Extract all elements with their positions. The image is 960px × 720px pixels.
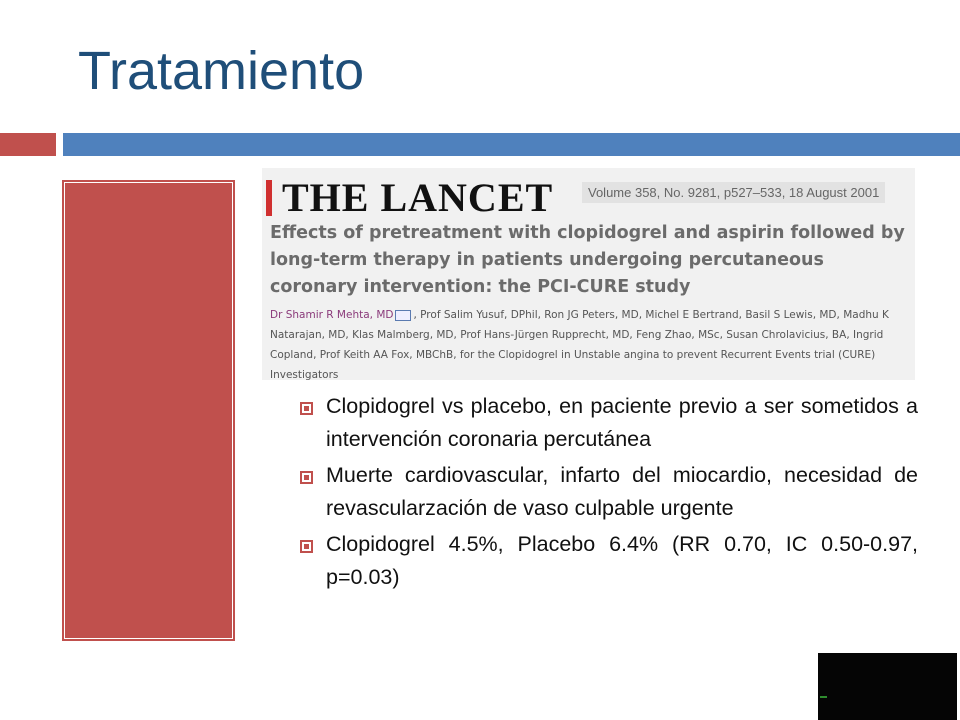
square-bullet-icon bbox=[300, 402, 313, 415]
lancet-logo: THE LANCET bbox=[282, 175, 554, 220]
article-authors bbox=[270, 305, 915, 385]
title-accent-bar-red bbox=[0, 133, 56, 156]
lancet-masthead bbox=[266, 174, 553, 221]
mail-icon bbox=[395, 310, 411, 321]
bullet-text: Clopidogrel vs placebo, en paciente previo a ser sometidos a intervención coronaria percutánea bbox=[326, 394, 918, 451]
slide-title: Tratamiento bbox=[78, 41, 365, 101]
article-title: Effects of pretreatment with clopidogrel and aspirin followed by long-term therapy in patients undergoing percutaneous coronary intervention: the PCI-CURE study bbox=[270, 223, 905, 297]
bullet-list bbox=[298, 390, 918, 597]
square-bullet-icon bbox=[300, 471, 313, 484]
list-item bbox=[298, 528, 918, 594]
list-item bbox=[298, 390, 918, 456]
lancet-article-image bbox=[262, 168, 915, 380]
list-item bbox=[298, 459, 918, 525]
lead-author: Dr Shamir R Mehta, MD bbox=[270, 309, 394, 321]
decorative-side-panel bbox=[62, 180, 235, 641]
bullet-text: Muerte cardiovascular, infarto del miocardio, necesidad de revascularzación de vaso culpable urgente bbox=[326, 463, 918, 520]
title-accent-bar-blue bbox=[63, 133, 960, 156]
square-bullet-icon bbox=[300, 540, 313, 553]
video-overlay-box bbox=[818, 653, 957, 720]
bullet-text: Clopidogrel 4.5%, Placebo 6.4% (RR 0.70, IC 0.50-0.97, p=0.03) bbox=[326, 532, 918, 589]
lancet-red-mark bbox=[266, 180, 272, 216]
other-authors: , Prof Salim Yusuf, DPhil, Ron JG Peters, MD, Michel E Bertrand, Basil S Lewis, MD, Madhu K Natarajan, MD, Klas Malmberg, MD, Prof Hans-Jürgen Rupprecht, MD, Feng Zhao, MSc, Susan Chrolavicius, BA, Ingrid Copland, Prof Keith AA Fox, MBChB, for the Clopidogrel in Unstable angina to prevent Recurrent Events trial (CURE) Investigators bbox=[270, 309, 889, 381]
lancet-volume-info: Volume 358, No. 9281, p527–533, 18 August 2001 bbox=[582, 182, 885, 203]
